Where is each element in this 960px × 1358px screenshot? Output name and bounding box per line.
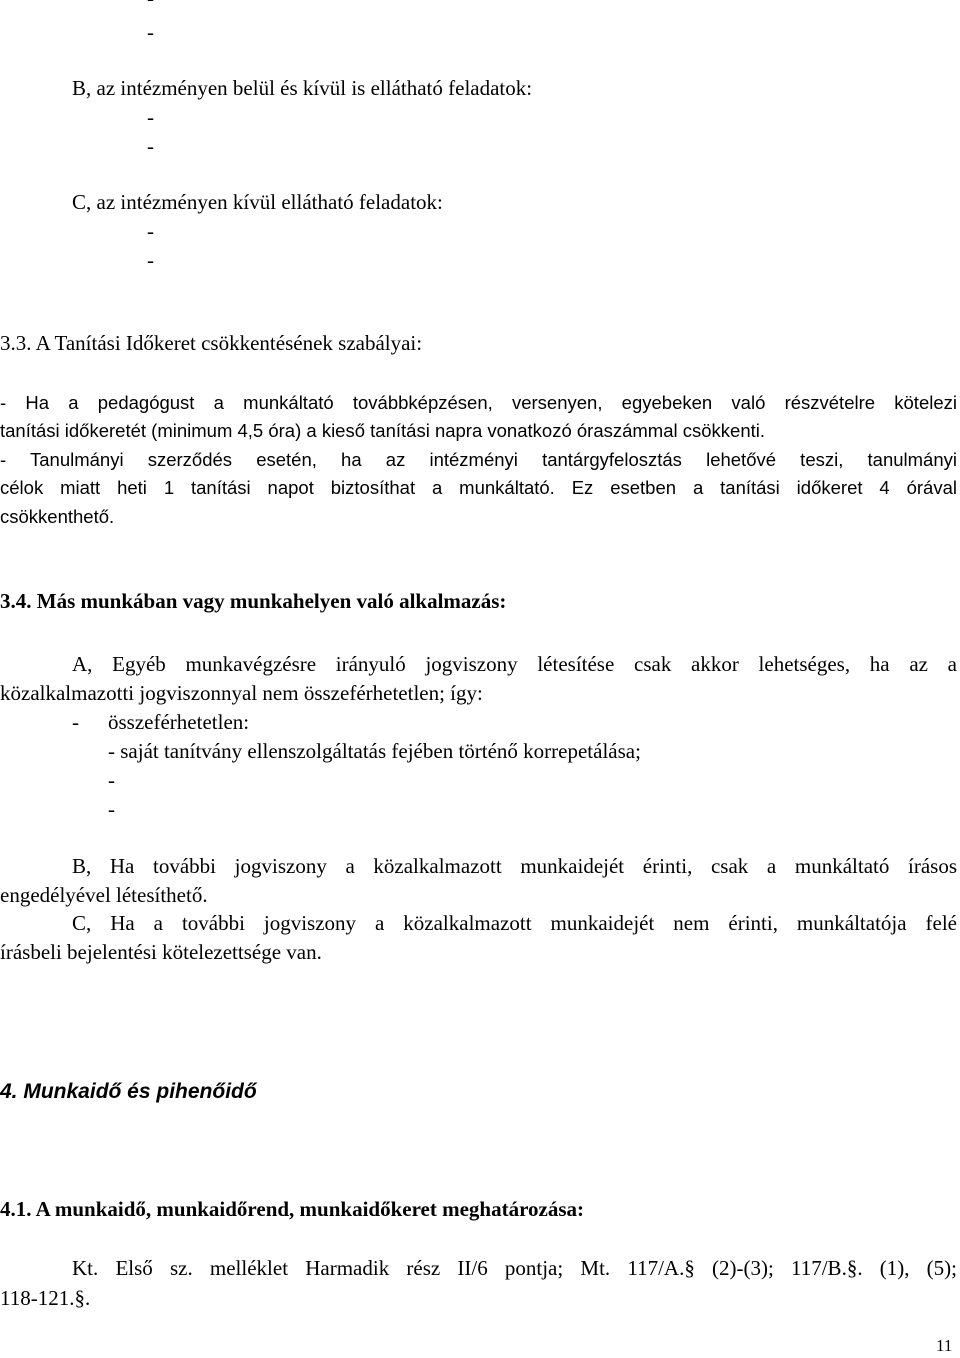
paragraph-line: írásbeli bejelentési kötelezettsége van. (0, 940, 322, 964)
list-dash: - (147, 20, 154, 44)
paragraph-line: B, Ha további jogviszony a közalkalmazott munkaidejét érinti, csak a munkáltató írásos (72, 854, 957, 878)
incompatible-label: összeférhetetlen: (108, 710, 250, 734)
list-dash: - (147, 248, 154, 272)
paragraph-line: C, Ha a további jogviszony a közalkalmazott munkaidejét nem érinti, munkáltatója felé (72, 911, 957, 935)
paragraph-line: célok miatt heti 1 tanítási napot biztosíthat a munkáltató. Ez esetben a tanítási időkeret 4 órával (0, 477, 957, 498)
section-b-heading: B, az intézményen belül és kívül is ellátható feladatok: (72, 76, 533, 100)
paragraph-line: közalkalmazotti jogviszonnyal nem összeférhetetlen; így: (0, 681, 483, 705)
section-4-1-heading: 4.1. A munkaidő, munkaidőrend, munkaidőkeret meghatározása: (0, 1197, 585, 1221)
list-dash: - (72, 710, 79, 734)
list-dash: - (147, 134, 154, 158)
list-dash: - (108, 797, 115, 821)
page-number: 11 (936, 1336, 953, 1355)
section-4-heading: 4. Munkaidő és pihenőidő (0, 1080, 257, 1103)
paragraph-line: Kt. Első sz. melléklet Harmadik rész II/6 pontja; Mt. 117/A.§ (2)-(3); 117/B.§. (1), (5); (72, 1256, 957, 1280)
list-item: - saját tanítvány ellenszolgáltatás fejében történő korrepetálása; (108, 739, 641, 763)
list-dash: - (147, 105, 154, 129)
list-dash: - (147, 219, 154, 243)
paragraph-line: csökkenthető. (0, 506, 115, 527)
section-3-3-heading: 3.3. A Tanítási Időkeret csökkentésének szabályai: (0, 331, 423, 355)
paragraph-line: tanítási időkeretét (minimum 4,5 óra) a kieső tanítási napra vonatkozó óraszámmal csökkenti. (0, 420, 766, 441)
paragraph-line: 118-121.§. (0, 1286, 91, 1310)
paragraph-line: A, Egyéb munkavégzésre irányuló jogviszony létesítése csak akkor lehetséges, ha az a (72, 652, 957, 676)
paragraph-line: - Tanulmányi szerződés esetén, ha az intézményi tantárgyfelosztás lehetővé teszi, tanulmányi (0, 449, 957, 470)
list-dash: - (108, 768, 115, 792)
paragraph-line: - Ha a pedagógust a munkáltató továbbképzésen, versenyen, egyebeken való részvételre kötelezi (0, 392, 957, 413)
section-3-4-heading: 3.4. Más munkában vagy munkahelyen való alkalmazás: (0, 589, 507, 613)
list-dash (147, 0, 154, 9)
paragraph-line: engedélyével létesíthető. (0, 883, 208, 907)
section-c-heading: C, az intézményen kívül ellátható feladatok: (72, 190, 443, 214)
